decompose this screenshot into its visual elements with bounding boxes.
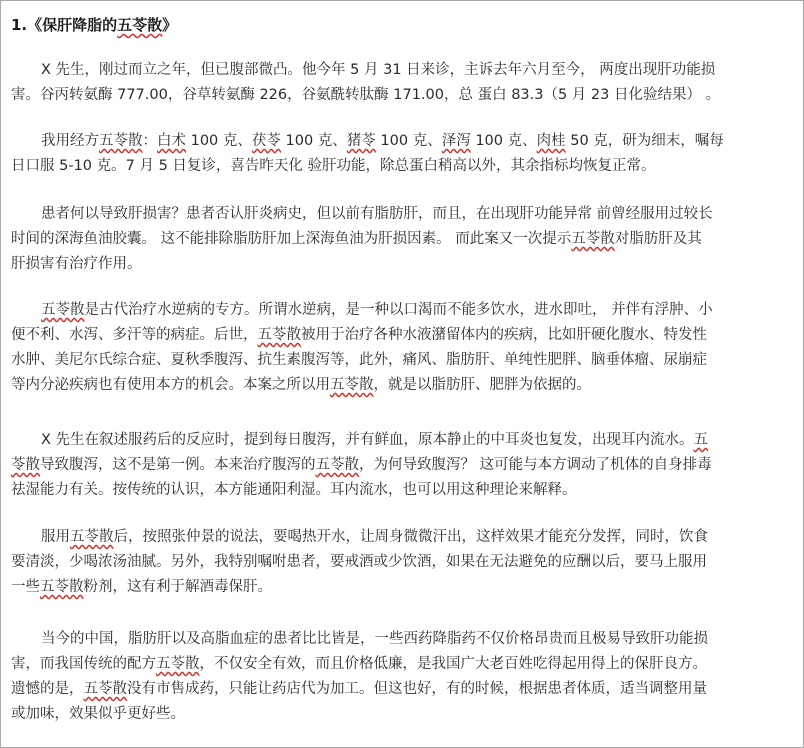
herb-term: 五苓散 <box>83 681 127 697</box>
herb-term: 五苓散 <box>156 656 200 672</box>
text-line <box>1 525 804 550</box>
text-line <box>1 227 804 252</box>
paragraph-3 <box>1 202 804 277</box>
text-line <box>1 702 804 727</box>
text-line <box>1 348 804 373</box>
herb-term: 五苓散 <box>70 529 114 545</box>
herb-term: 五苓散 <box>315 457 359 473</box>
text-segment: 祛湿能力有关。按传统的认识，本方能通阳利湿。耳内流水，也可以用这种理论来解释。 <box>11 482 577 498</box>
herb-term: 五苓散 <box>41 302 85 318</box>
text-line <box>1 478 804 503</box>
text-segment: X 先生，刚过而立之年，但已腹部微凸。他今年 5 月 31 日来诊，主诉去年六月至今， 两度出现肝功能损 <box>41 62 716 78</box>
herb-term: 五苓散 <box>40 579 84 595</box>
herb-term: 五苓散 <box>99 133 143 149</box>
paragraph-1 <box>1 58 804 108</box>
paragraph-5 <box>1 428 804 503</box>
text-segment: 是古代治疗水逆病的专方。所谓水逆病，是一种以口渴而不能多饮水，进水即吐， 并伴有浮肿、小 <box>84 302 713 318</box>
text-line <box>1 453 804 478</box>
text-line <box>1 627 804 652</box>
herb-term: 五苓散 <box>571 231 615 247</box>
text-line <box>1 202 804 227</box>
text-segment: ，不仅安全有效，而且价格低廉，是我国广大老百姓吃得起用得上的保肝良方。 <box>199 656 707 672</box>
paragraph-2 <box>1 129 804 179</box>
text-line <box>1 575 804 600</box>
text-line <box>1 298 804 323</box>
text-segment: 或加味，效果似乎更好些。 <box>11 706 185 722</box>
text-segment: 等内分泌疾病也有使用本方的机会。本案之所以用 <box>11 377 330 393</box>
herb-term: 茯苓 <box>251 133 281 149</box>
text-segment: 对脂肪肝及其 <box>614 231 702 247</box>
text-segment: 导致腹泻，这不是第一例。本来治疗腹泻的 <box>40 457 316 473</box>
text-line <box>1 373 804 398</box>
herb-term: 五苓散 <box>257 327 301 343</box>
text-segment: 服用 <box>41 529 70 545</box>
text-segment: 被用于治疗各种水液潴留体内的疾病，比如肝硬化腹水、特发性 <box>301 327 707 343</box>
herb-term: 泽泻 <box>441 133 471 149</box>
text-segment: 当今的中国，脂肪肝以及高脂血症的患者比比皆是，一些西药降脂药不仅价格昂贵而且极易导致肝功能损 <box>41 631 708 647</box>
text-line <box>1 58 804 83</box>
text-segment: 100 克、 <box>470 133 537 149</box>
text-line <box>1 83 804 108</box>
herb-term: 白术 <box>157 133 186 149</box>
text-segment: 100 克、 <box>186 133 252 149</box>
text-segment: 遗憾的是， <box>11 681 84 697</box>
text-line <box>1 550 804 575</box>
text-segment: 要清淡，少喝浓汤油腻。另外，我特别嘱咐患者，要戒酒或少饮酒，如果在无法避免的应酬以后，要马上服用 <box>11 554 707 570</box>
text-segment: 50 克，研为细末，嘱每 <box>565 133 724 149</box>
text-segment: 日口服 5-10 克。7 月 5 日复诊，喜告昨天化 验肝功能，除总蛋白稍高以外，其余指标均恢复正常。 <box>11 158 656 174</box>
text-line <box>1 323 804 348</box>
text-segment: 粉剂，这有利于解酒毒保肝。 <box>83 579 272 595</box>
text-segment: 后，按照张仲景的说法，要喝热开水，让周身微微汗出，这样效果才能充分发挥，同时，饮食 <box>113 529 708 545</box>
paragraph-4 <box>1 298 804 398</box>
text-segment: 便不利、水泻、多汗等的病症。后世， <box>11 327 258 343</box>
text-segment: 时间的深海鱼油胶囊。 这不能排除脂肪肝加上深海鱼油为肝损因素。 而此案又一次提示 <box>11 231 572 247</box>
text-segment: 害。谷丙转氨酶 777.00，谷草转氨酶 226，谷氨酰转肽酶 171.00，总 蛋白 83.3（5 月 23 日化验结果） 。 <box>11 87 721 103</box>
text-line <box>1 154 804 179</box>
text-segment: X 先生在叙述服药后的反应时，提到每日腹泻，并有鲜血，原本静止的中耳炎也复发，出现耳内流水。 <box>41 432 694 448</box>
paragraph-6 <box>1 525 804 600</box>
text-segment: 一些 <box>11 579 40 595</box>
herb-term: 五苓散 <box>330 377 374 393</box>
text-segment: 没有市售成药，只能让药店代为加工。但这也好，有的时候，根据患者体质，适当调整用量 <box>127 681 707 697</box>
text-line <box>1 677 804 702</box>
article-title <box>11 14 177 36</box>
text-line <box>1 252 804 277</box>
text-segment: ： <box>142 133 157 149</box>
text-segment: 水肿、美尼尔氏综合症、夏秋季腹泻、抗生素腹泻等，此外，痛风、脂肪肝、单纯性肥胖、脑垂体瘤、尿崩症 <box>11 352 707 368</box>
text-line <box>1 652 804 677</box>
paragraph-7 <box>1 627 804 727</box>
title-suffix: 》 <box>162 16 178 34</box>
title-keyword: 五苓散 <box>117 16 163 34</box>
herb-term: 苓散 <box>11 457 40 473</box>
text-segment: 100 克、 <box>375 133 442 149</box>
text-line <box>1 428 804 453</box>
title-prefix: 1.《保肝降脂的 <box>11 16 118 34</box>
text-segment: 患者何以导致肝损害？患者否认肝炎病史，但以前有脂肪肝，而且，在出现肝功能异常 前曾经服用过较长 <box>41 206 713 222</box>
text-segment: 害，而我国传统的配方 <box>11 656 156 672</box>
herb-term: 猪苓 <box>346 133 376 149</box>
herb-term: 五 <box>693 432 709 448</box>
text-segment: 我用经方 <box>41 133 99 149</box>
text-segment: ，为何导致腹泻？ 这可能与本方调动了机体的自身排毒 <box>359 457 712 473</box>
text-line <box>1 129 804 154</box>
herb-term: 肉桂 <box>536 133 566 149</box>
text-segment: ，就是以脂肪肝、肥胖为依据的。 <box>373 377 591 393</box>
text-segment: 肝损害有治疗作用。 <box>11 256 142 272</box>
text-segment: 100 克、 <box>280 133 347 149</box>
